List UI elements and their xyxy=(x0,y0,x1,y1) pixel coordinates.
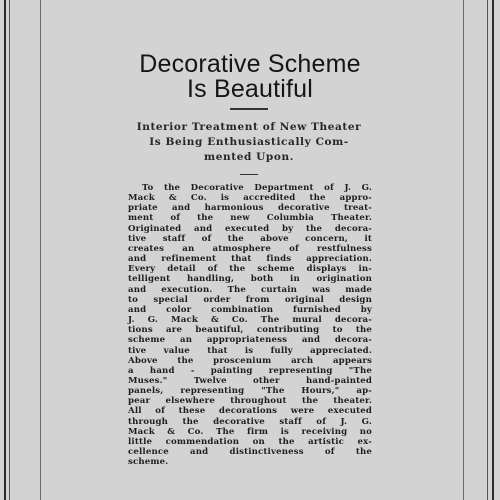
article-body-line: priate and harmonious decorative treat- xyxy=(128,203,372,214)
article-body-line: tive value that is fully appreciated. xyxy=(128,345,372,356)
article-body-line: Muses." Twelve other hand-painted xyxy=(128,375,372,386)
headline-divider xyxy=(230,108,268,110)
subheading-line: Interior Treatment of New Theater xyxy=(136,121,362,133)
article-body-line: and color combination furnished by xyxy=(128,304,372,315)
article-body-line: Every detail of the scheme displays in- xyxy=(128,264,372,275)
headline-line-2: Is Beautiful xyxy=(186,75,314,103)
subheading-divider xyxy=(240,174,258,175)
article-body-line: Above the proscenium arch appears xyxy=(128,355,372,366)
article-body-line: Mack & Co. is accredited the appro- xyxy=(128,193,372,204)
article-body-line: J. G. Mack & Co. The mural decora- xyxy=(128,315,372,326)
article-body-line: Originated and executed by the decora- xyxy=(128,223,372,234)
subheading xyxy=(120,120,378,165)
article-body xyxy=(128,183,372,467)
subheading-line: mented Upon. xyxy=(204,151,294,163)
article-body-line: tive staff of the above concern, it xyxy=(128,233,372,244)
article-body-line: and execution. The curtain was made xyxy=(128,284,372,295)
article-body-line: to special order from original design xyxy=(128,294,372,305)
article-body-line: little commendation on the artistic ex- xyxy=(128,436,372,447)
article-body-line: tions are beautiful, contributing to the xyxy=(128,325,372,336)
article-body-line: and refinement that finds appreciation. xyxy=(128,254,372,265)
article-body-line: To the Decorative Department of J. G. xyxy=(142,183,372,193)
article-body-line: pear elsewhere throughout the theater. xyxy=(128,396,372,407)
subheading-line: Is Being Enthusiastically Com- xyxy=(149,136,349,148)
article-body-line: cellence and distinctiveness of the xyxy=(128,447,372,458)
article-body-line: panels, representing "The Hours," ap- xyxy=(128,386,372,397)
article-body-line: scheme an appropriateness and decora- xyxy=(128,335,372,346)
article-body-line: through the decorative staff of J. G. xyxy=(128,416,372,427)
article-body-line: creates an atmosphere of restfulness xyxy=(128,243,372,254)
headline-line-1: Decorative Scheme xyxy=(139,50,361,78)
article-body-line: All of these decorations were executed xyxy=(128,406,372,417)
article-body-line: telligent handling, both in origination xyxy=(128,274,372,285)
article-body-line: scheme. xyxy=(128,457,169,468)
article-body-line: a hand - painting representing "The xyxy=(128,365,372,376)
article-body-line: Mack & Co. The firm is receiving no xyxy=(128,426,372,437)
article-body-line: ment of the new Columbia Theater. xyxy=(128,213,372,224)
